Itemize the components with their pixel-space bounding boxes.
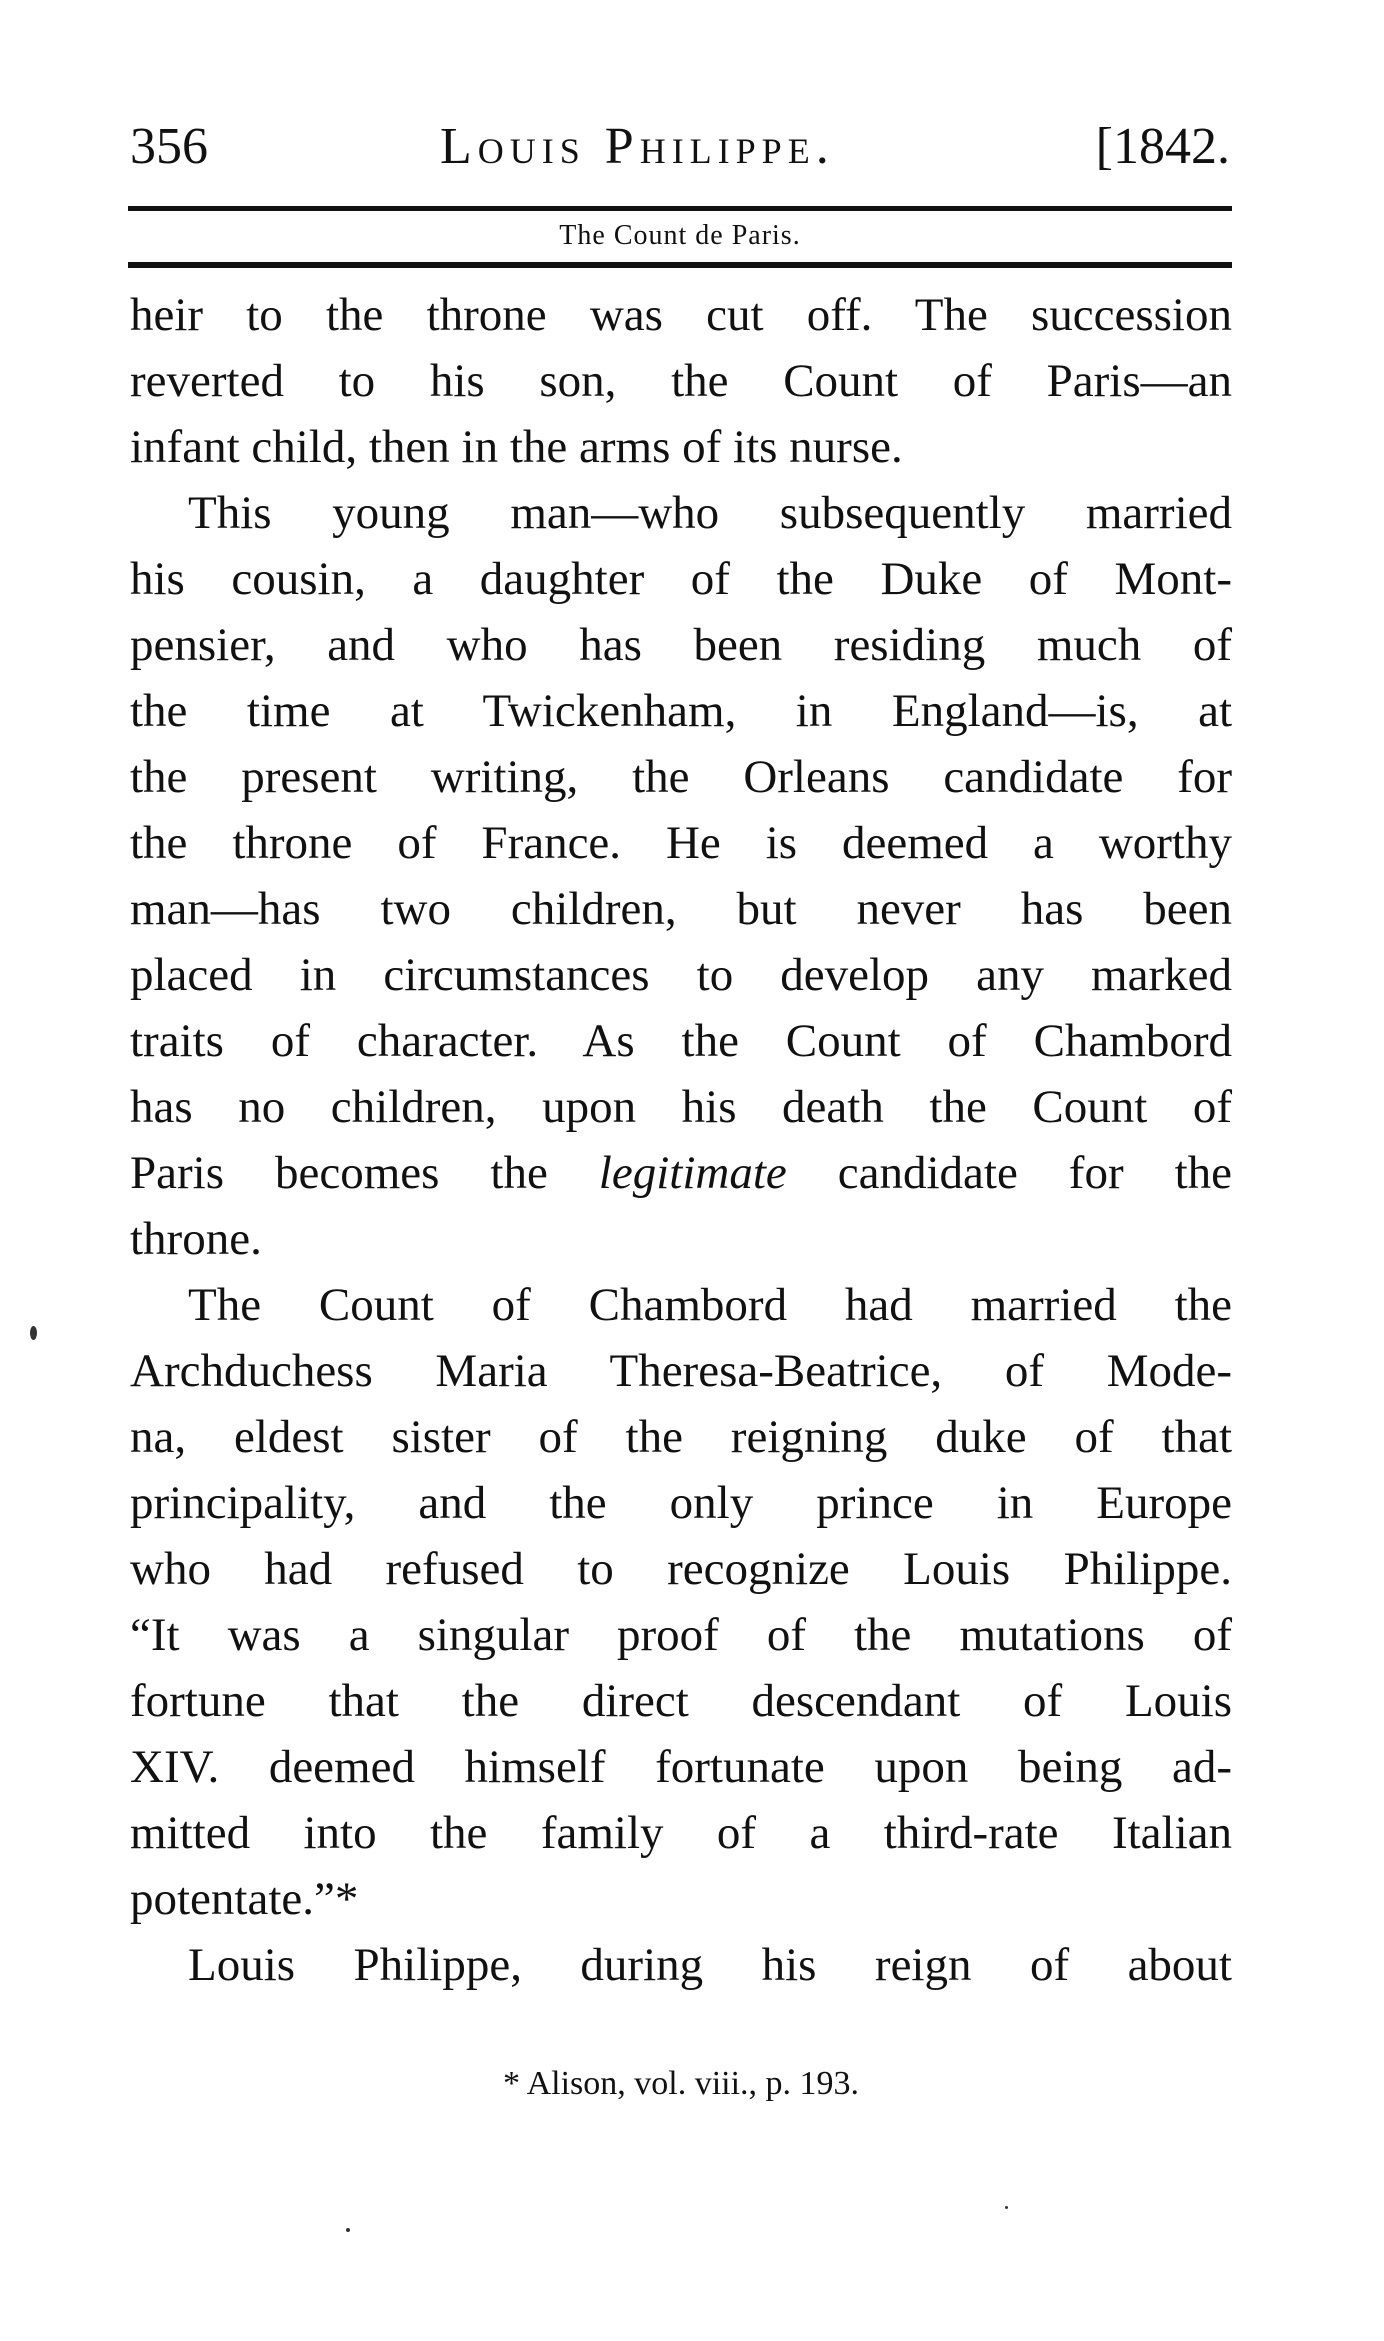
header-rule-bottom [128,262,1232,268]
text-segment: candidate for the [786,1147,1232,1199]
body-text [130,282,1232,1998]
book-title: Louis Philippe. [440,118,835,175]
text-line: the present writing, the Orleans candidate for [130,751,1232,803]
ink-speck [1005,2206,1008,2209]
text-line: mitted into the family of a third-rate Italian [130,1807,1232,1859]
text-line: heir to the throne was cut off. The succession [130,289,1232,341]
text-line: the time at Twickenham, in England—is, at [130,685,1232,737]
text-line: traits of character. As the Count of Chambord [130,1015,1232,1067]
running-head [130,112,1230,182]
text-line: reverted to his son, the Count of Paris—an [130,355,1232,407]
text-line: This young man—who subsequently married [188,487,1232,539]
ink-speck [346,2228,350,2232]
text-line: Archduchess Maria Theresa-Beatrice, of Mode- [130,1345,1232,1397]
text-line [130,1140,1232,1206]
text-line: principality, and the only prince in Europe [130,1477,1232,1529]
text-line: who had refused to recognize Louis Philippe. [130,1543,1232,1595]
text-line: “It was a singular proof of the mutations of [130,1609,1232,1661]
text-line: fortune that the direct descendant of Louis [130,1675,1232,1727]
text-line: has no children, upon his death the Count of [130,1081,1232,1133]
section-subheading: The Count de Paris. [559,220,801,251]
page-number: 356 [130,118,208,175]
text-line: XIV. deemed himself fortunate upon being ad- [130,1741,1232,1793]
year-marker: [1842. [1095,118,1230,175]
text-line: the throne of France. He is deemed a worthy [130,817,1232,869]
text-line: man—has two children, but never has been [130,883,1232,935]
ink-speck [30,1326,37,1340]
italic-word: legitimate [598,1147,787,1199]
text-line: throne. [130,1213,262,1265]
text-line: his cousin, a daughter of the Duke of Mont- [130,553,1232,605]
text-line: pensier, and who has been residing much of [130,619,1232,671]
text-line: potentate.”* [130,1873,359,1925]
text-line: na, eldest sister of the reigning duke of that [130,1411,1232,1463]
text-line: placed in circumstances to develop any marked [130,949,1232,1001]
text-line: The Count of Chambord had married the [188,1279,1232,1331]
footnote: * Alison, vol. viii., p. 193. [502,2065,860,2102]
text-line: Louis Philippe, during his reign of about [188,1939,1232,1991]
text-segment: Paris becomes the [130,1147,599,1199]
text-line: infant child, then in the arms of its nurse. [130,421,903,473]
header-rule-top [128,206,1232,211]
